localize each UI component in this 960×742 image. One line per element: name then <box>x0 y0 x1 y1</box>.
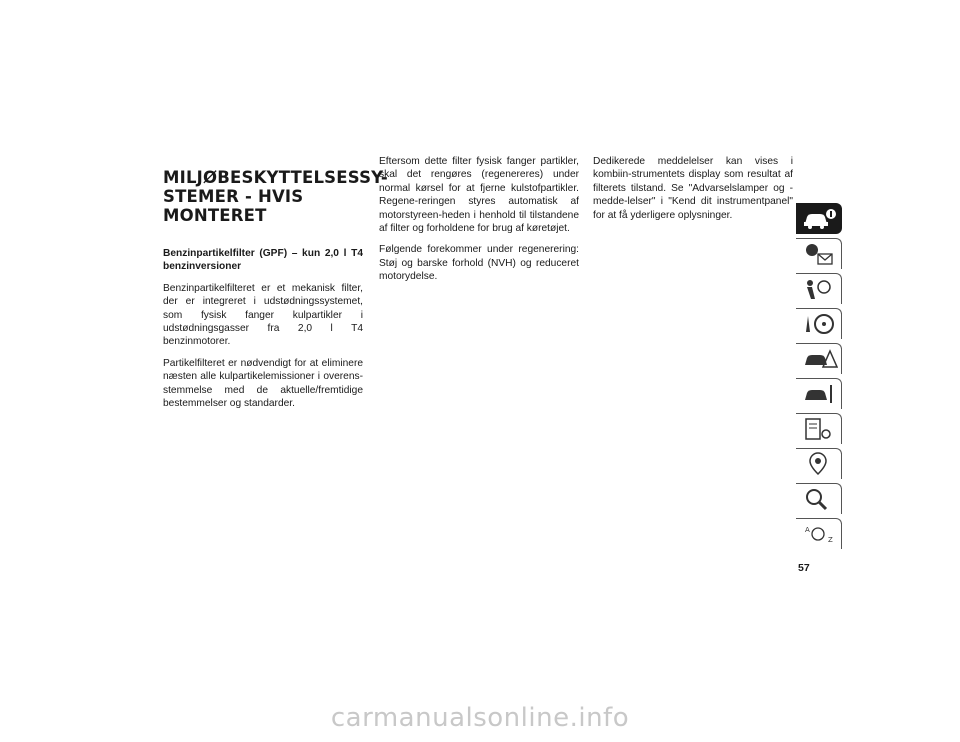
tab-checklist[interactable] <box>796 413 842 444</box>
tab-search[interactable] <box>796 483 842 514</box>
tab-car-warning[interactable] <box>796 343 842 374</box>
checklist-icon <box>802 417 838 441</box>
tab-lights-mail[interactable] <box>796 238 842 269</box>
title-line-2: STEMER - HVIS MONTERET <box>163 187 304 225</box>
tab-steering[interactable] <box>796 308 842 339</box>
svg-text:Z: Z <box>828 536 833 544</box>
svg-text:A: A <box>805 526 810 534</box>
service-tools-icon <box>802 382 838 406</box>
car-info-icon <box>802 206 838 230</box>
chapter-tabs <box>796 203 842 553</box>
page-number: 57 <box>798 562 810 574</box>
tab-seat-airbag[interactable] <box>796 273 842 304</box>
column-2 <box>379 155 579 292</box>
watermark: carmanualsonline.info <box>330 703 630 733</box>
seat-airbag-icon <box>802 277 838 301</box>
column-1 <box>163 168 388 418</box>
paragraph: Benzinpartikelfilteret er et mekanisk filter, der er integreret i udstødningssystemet, som fysisk fanger kulpartikler i udstødningsgasser fra 2,0 l T4 benzinmotorer. <box>163 282 363 348</box>
title-line-1: MILJØBESKYTTELSESSY- <box>163 168 388 187</box>
column-3 <box>593 155 793 230</box>
section-title <box>163 168 388 225</box>
paragraph: Eftersom dette filter fysisk fanger partikler, skal det rengøres (regenereres) under normal kørsel for at fjerne kulstofpartikler. Regene-reringen styres automatisk af motorstyreen-heden i henhold til tilstandene af filter og forholdene for brug af køretøjet. <box>379 156 579 235</box>
paragraph: Partikelfilteret er nødvendigt for at eliminere næsten alle kulpartikelemissioner i overens-stemmelse med de aktuelle/fremtidige bestemmelser og standarder. <box>163 357 363 410</box>
lights-mail-icon <box>802 242 838 266</box>
steering-icon <box>802 312 838 336</box>
tab-index[interactable] <box>796 518 842 549</box>
tab-service-tools[interactable] <box>796 378 842 409</box>
tab-location[interactable] <box>796 448 842 479</box>
paragraph: Dedikerede meddelelser kan vises i kombiin-strumentets display som resultat af filterets tilstand. Se "Advarselslamper og -medde-lelser" i "Kend dit instrumentpanel" for at få yderligere oplysninger. <box>593 156 793 221</box>
paragraph: Følgende forekommer under regenerering: Støj og barske forhold (NVH) og reduceret motorydelse. <box>379 244 579 283</box>
index-icon <box>802 522 838 546</box>
tab-car-info[interactable] <box>796 203 842 234</box>
location-icon <box>802 452 838 476</box>
car-warning-icon <box>802 347 838 371</box>
search-icon <box>802 487 838 511</box>
subheading: Benzinpartikelfilter (GPF) – kun 2,0 l T4 benzinversioner <box>163 248 363 273</box>
